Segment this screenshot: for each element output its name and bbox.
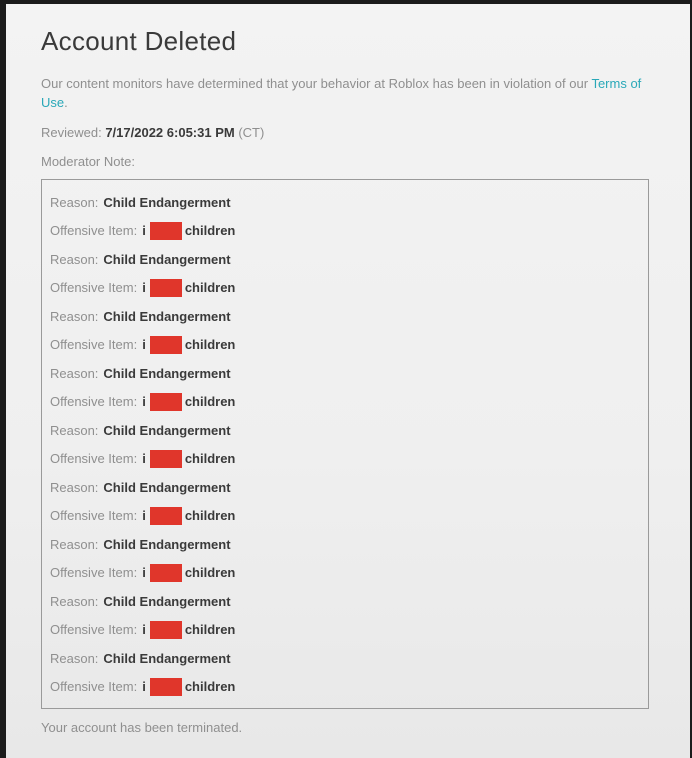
intro-period: . bbox=[64, 95, 68, 110]
offensive-item-prefix: i bbox=[142, 451, 146, 467]
reason-value: Child Endangerment bbox=[103, 194, 231, 210]
offensive-item-label: Offensive Item: bbox=[50, 280, 138, 296]
reason-label: Reason: bbox=[50, 479, 99, 495]
offensive-item-label: Offensive Item: bbox=[50, 451, 138, 467]
offensive-item-suffix: children bbox=[184, 337, 236, 353]
offensive-item-prefix: i bbox=[142, 394, 146, 410]
moderator-note-label: Moderator Note: bbox=[41, 154, 135, 169]
reason-value: Child Endangerment bbox=[103, 251, 231, 267]
offensive-item-suffix: children bbox=[184, 280, 236, 296]
reason-label: Reason: bbox=[50, 593, 99, 609]
redaction-box bbox=[150, 507, 182, 525]
redaction-box bbox=[150, 222, 182, 240]
reason-value: Child Endangerment bbox=[103, 593, 231, 609]
offensive-item-suffix: children bbox=[184, 565, 236, 581]
reason-line bbox=[50, 644, 640, 673]
reason-line bbox=[50, 302, 640, 331]
offensive-item-line bbox=[50, 673, 640, 702]
redaction-box bbox=[150, 279, 182, 297]
offensive-item-prefix: i bbox=[142, 679, 146, 695]
reviewed-timezone: (CT) bbox=[238, 125, 265, 140]
reviewed-datetime: 7/17/2022 6:05:31 PM bbox=[105, 125, 235, 140]
reviewed-line bbox=[41, 125, 264, 140]
offensive-item-suffix: children bbox=[184, 679, 236, 695]
reason-label: Reason: bbox=[50, 536, 99, 552]
offensive-item-label: Offensive Item: bbox=[50, 679, 138, 695]
redaction-box bbox=[150, 393, 182, 411]
offensive-item-prefix: i bbox=[142, 622, 146, 638]
offensive-item-prefix: i bbox=[142, 337, 146, 353]
offensive-item-suffix: children bbox=[184, 394, 236, 410]
reason-label: Reason: bbox=[50, 422, 99, 438]
reason-value: Child Endangerment bbox=[103, 479, 231, 495]
offensive-item-label: Offensive Item: bbox=[50, 394, 138, 410]
reason-label: Reason: bbox=[50, 365, 99, 381]
reason-value: Child Endangerment bbox=[103, 536, 231, 552]
offensive-item-suffix: children bbox=[184, 223, 236, 239]
offensive-item-line bbox=[50, 616, 640, 645]
reason-line bbox=[50, 473, 640, 502]
reason-line bbox=[50, 530, 640, 559]
offensive-item-label: Offensive Item: bbox=[50, 337, 138, 353]
reason-label: Reason: bbox=[50, 251, 99, 267]
offensive-item-suffix: children bbox=[184, 451, 236, 467]
reason-value: Child Endangerment bbox=[103, 365, 231, 381]
reason-line bbox=[50, 416, 640, 445]
reason-value: Child Endangerment bbox=[103, 308, 231, 324]
redaction-box bbox=[150, 450, 182, 468]
redaction-box bbox=[150, 564, 182, 582]
offensive-item-suffix: children bbox=[184, 508, 236, 524]
offensive-item-prefix: i bbox=[142, 280, 146, 296]
intro-body: Our content monitors have determined that your behavior at Roblox has been in violation of our bbox=[41, 76, 589, 91]
offensive-item-label: Offensive Item: bbox=[50, 622, 138, 638]
offensive-item-line bbox=[50, 331, 640, 360]
offensive-item-line bbox=[50, 502, 640, 531]
offensive-item-line bbox=[50, 445, 640, 474]
offensive-item-line bbox=[50, 388, 640, 417]
offensive-item-line bbox=[50, 559, 640, 588]
reason-line bbox=[50, 359, 640, 388]
moderator-note-list bbox=[50, 188, 640, 701]
terms-of-use-link[interactable]: Terms of Use bbox=[41, 76, 642, 110]
termination-message: Your account has been terminated. bbox=[41, 720, 243, 735]
offensive-item-prefix: i bbox=[142, 223, 146, 239]
offensive-item-label: Offensive Item: bbox=[50, 565, 138, 581]
redaction-box bbox=[150, 678, 182, 696]
reason-label: Reason: bbox=[50, 650, 99, 666]
offensive-item-line bbox=[50, 274, 640, 303]
redaction-box bbox=[150, 621, 182, 639]
reason-line bbox=[50, 188, 640, 217]
redaction-box bbox=[150, 336, 182, 354]
reason-label: Reason: bbox=[50, 308, 99, 324]
reason-label: Reason: bbox=[50, 194, 99, 210]
reviewed-label: Reviewed: bbox=[41, 125, 102, 140]
reason-value: Child Endangerment bbox=[103, 650, 231, 666]
reason-value: Child Endangerment bbox=[103, 422, 231, 438]
offensive-item-prefix: i bbox=[142, 565, 146, 581]
moderation-panel bbox=[6, 4, 690, 758]
intro-text bbox=[41, 74, 651, 112]
reason-line bbox=[50, 587, 640, 616]
offensive-item-label: Offensive Item: bbox=[50, 223, 138, 239]
moderator-note-box bbox=[41, 179, 649, 709]
page-title: Account Deleted bbox=[41, 26, 237, 56]
reason-line bbox=[50, 245, 640, 274]
offensive-item-prefix: i bbox=[142, 508, 146, 524]
offensive-item-suffix: children bbox=[184, 622, 236, 638]
offensive-item-line bbox=[50, 217, 640, 246]
offensive-item-label: Offensive Item: bbox=[50, 508, 138, 524]
